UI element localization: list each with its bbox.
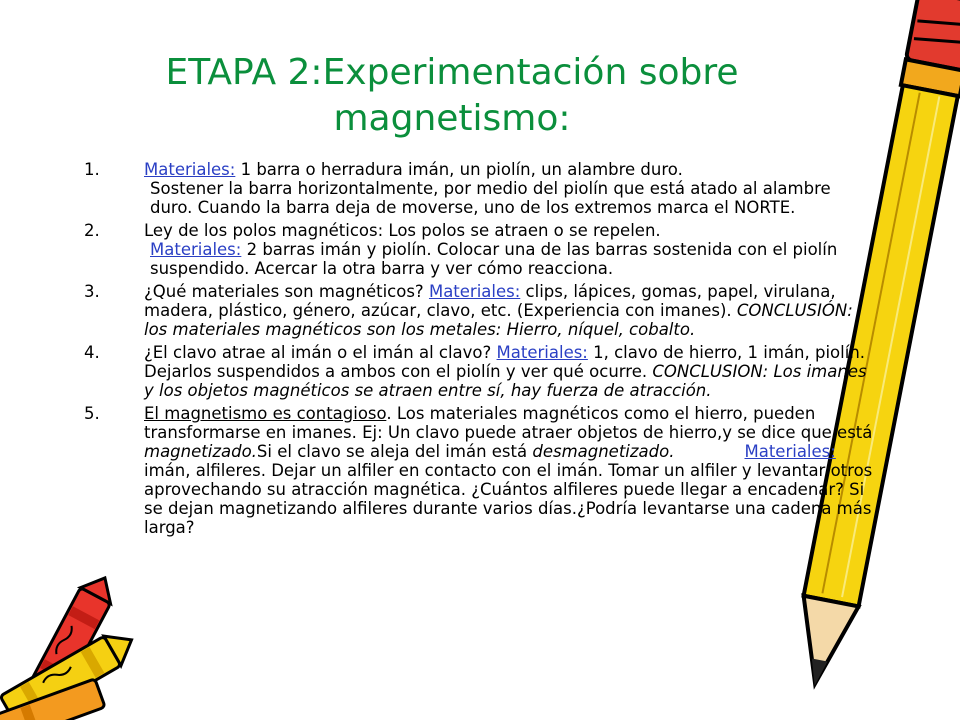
materiales-link-1[interactable]: Materiales: — [144, 160, 236, 179]
item-5-text-2: Si el clavo se aleja del imán está — [256, 442, 533, 461]
content-list — [84, 160, 874, 541]
materiales-link-2[interactable]: Materiales: — [150, 240, 242, 259]
list-item-4 — [84, 343, 874, 400]
item-4-paragraph — [144, 343, 874, 400]
item-3-text: clips, lápices, gomas, papel, virulana, madera, plástico, género, azúcar, clavo, etc. (Experiencia con imanes). — [144, 282, 836, 320]
item-number: 1. — [84, 160, 100, 179]
item-number: 2. — [84, 221, 100, 240]
item-5-paragraph — [144, 404, 874, 537]
item-1-text: 1 barra o herradura imán, un piolín, un alambre duro. — [235, 160, 683, 179]
item-5-text-3: imán, alfileres. Dejar un alfiler en contacto con el imán. Tomar un alfiler y levantar otros aprovechando su atracción magnética. ¿Cuántos alfileres puede llegar a encadenar? Si se dejan magnetizando alfileres durante varios días.¿Podría levantarse una cadena más larga? — [144, 461, 873, 537]
item-4-question: ¿El clavo atrae al imán o el imán al clavo? — [144, 343, 497, 362]
item-2-text: 2 barras imán y piolín. Colocar una de las barras sostenida con el piolín suspendido. Acercar la otra barra y ver cómo reacciona. — [150, 240, 838, 278]
item-5-italic-2: desmagnetizado. — [532, 442, 675, 461]
list-item-1 — [84, 160, 874, 217]
item-number: 5. — [84, 404, 100, 423]
item-number: 4. — [84, 343, 100, 362]
slide-title: ETAPA 2:Experimentación sobre magnetismo: — [165, 52, 739, 139]
item-5-text-1: . Los materiales magnéticos como el hierro, pueden transformarse en imanes. Ej: Un clavo puede atraer objetos de hierro,y se dice que está — [144, 404, 873, 442]
crayons-bottom-left-icon — [0, 560, 160, 720]
item-3-paragraph — [144, 282, 874, 339]
materiales-link-5[interactable]: Materiales: — [744, 442, 836, 461]
item-2-line: Ley de los polos magnéticos: Los polos se atraen o se repelen. — [144, 221, 661, 240]
list-item-5 — [84, 404, 874, 537]
item-1-line — [144, 160, 874, 179]
materiales-link-3[interactable]: Materiales: — [428, 282, 521, 301]
item-5-italic-1: magnetizado. — [144, 442, 257, 461]
item-2-paragraph — [144, 240, 874, 278]
item-1-paragraph: Sostener la barra horizontalmente, por medio del piolín que está atado al alambre duro. Cuando la barra deja de moverse, uno de los extremos marca el NORTE. — [150, 179, 831, 217]
list-item-3 — [84, 282, 874, 339]
item-number: 3. — [84, 282, 100, 301]
item-4-conclusion: CONCLUSION: Los imanes y los objetos magnéticos se atraen entre sí, hay fuerza de atracción. — [144, 362, 867, 400]
item-3-question: ¿Qué materiales son magnéticos? — [144, 282, 429, 301]
item-5-heading: El magnetismo es contagioso — [144, 404, 387, 423]
item-4-text: 1, clavo de hierro, 1 imán, piolín. Dejarlos suspendidos a ambos con el piolín y ver qué ocurre. — [144, 343, 866, 381]
list-item-2 — [84, 221, 874, 278]
item-3-conclusion: CONCLUSIÓN: los materiales magnéticos son los metales: Hierro, níquel, cobalto. — [144, 301, 853, 339]
materiales-link-4[interactable]: Materiales: — [496, 343, 588, 362]
